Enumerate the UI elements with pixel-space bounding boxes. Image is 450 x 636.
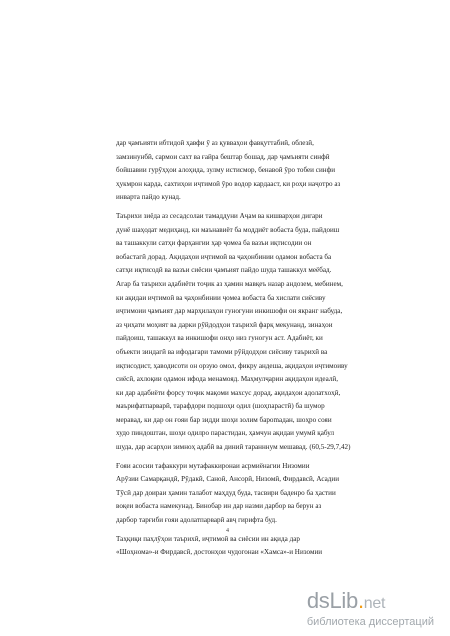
text-line: Тӯсӣ дар доираи ҳамин талабот маҳдуд буда, тасвири баденро ба ҳастии [116, 488, 336, 497]
text-line: аз ҷиҳати моҳият ва дарки рӯйдодҳои таърихӣ фарқ мекунанд, зинаҳои [116, 320, 333, 329]
text-line: шуда, дар асарҳои зимноҳ адабӣ ва диниӣ таранннум мешавад. (60,5-29,7,42) [116, 443, 351, 452]
text-line: ва ташаккули сатҳи фарҳангии ҳар ҷомеа ба вазъи иқтисодии он [116, 239, 312, 248]
text-line: сиёсӣ, ахлоқии одамон ифода менамояд. Маҳмулҷарин ақидаҳои идеалӣ, [116, 375, 339, 384]
text-line: меравад, ки дар он ғояи бар зидди шоҳи золим бароmадан, шоҳро сояи [116, 415, 332, 424]
text-line: воқеи вобаста намекунад. Бинобар ин дар назми дарбор ва берун аз [116, 502, 322, 511]
watermark-domain: net [363, 595, 386, 612]
watermark-subtitle: библиотека диссертаций [306, 616, 434, 628]
text-line: «Шоҳнома»-и Фирдавсӣ, достонҳои чудогонаи «Хамса»-и Низомии [116, 548, 323, 557]
watermark-dot: . [357, 588, 364, 613]
dslib-watermark[interactable] [307, 590, 434, 629]
text-line: Арӯзии Самарқандӣ, Рӯдакӣ, Саноӣ, Ансорӣ, Низомӣ, Фирдавсӣ, Асадии [116, 475, 340, 484]
watermark-brand: dsLib [306, 588, 358, 613]
text-line: Таърихи зиёда аз сесадсолаи тамаддуни Аҷам ва кишварҳои дигари [116, 211, 323, 220]
text-line: бойшавии гурӯҳҳои алоҳида, зулму истисмор, бенавоӣ ӯро тобеи синфи [116, 166, 336, 175]
text-line: пайдоиш, ташаккул ва инкишофи онҳо низ гуногун аст. Адабиёт, ки [116, 334, 323, 343]
text-line: Таҳқиқи паҳлӯҳои таърихӣ, иҷтимоӣ ва сиёсии ин ақида дар [116, 534, 300, 543]
text-line: иҷтимоии ҷамъият дар марҳилаҳои гуногуни инкишофи он якранг набуда, [116, 307, 343, 316]
text-line: иқтисодист, ҳаводисоти он орзую омол, фикру андеша, ақидаҳои иҷтимоиву [116, 361, 348, 370]
text-line: ки дар адабиёти форсу тоҷик мақоми махсус дорад, ақидаҳои адолатхоҳӣ, [116, 388, 341, 397]
text-line: инварта пайдо кунад. [116, 193, 181, 202]
text-line: Агар ба таърихи адабиёти тоҷик аз ҳамин мавқеъ назар андозем, мебинем, [116, 279, 343, 288]
text-line: ки ақидаи иҷтимоӣ ва ҷаҳонбинии ҷомеа вобаста ба хислати сиёсиву [116, 293, 326, 302]
text-line: дарбор тарғиби ғояи адолатпарварӣ авҷ гирифта буд. [116, 516, 277, 525]
text-line: маърифатпарварӣ, тарафдори подшоҳи одил (шоҳпарастӣ) ба шумор [116, 402, 325, 411]
text-line: ҳукмрон карда, сахтиҳои иҷтимоӣ ӯро водор кардааст, ки роҳи наҷотро аз [116, 179, 341, 188]
text-line: дунё шаҳодат медиҳанд, ки маънавиёт ба моддиёт вобаста буда, пайдоиш [116, 225, 340, 234]
text-line: дар ҷамъияти ибтидоӣ ҳавфи ӯ аз қувваҳои фавқуттабиӣ, облезӣ, [116, 139, 314, 147]
text-line: вобастагӣ дорад. Ақидаҳои иҷтимоӣ ва ҷаҳонбинии одамон вобаста ба [116, 252, 332, 261]
page-number: 4 [226, 528, 229, 534]
document-text [116, 137, 351, 560]
text-line: объекти зиндагӣ ва ифодагари тамоми рӯйдодҳои сиёсиву таърихӣ ва [116, 347, 328, 356]
text-line: сатҳи иқтисодӣ ва вазъи сиёсии ҷамъият пайдо шуда ташаккул меёбад. [116, 266, 332, 275]
watermark-logo [307, 590, 434, 615]
text-line: худо пиндоштан, шоҳи одилро парастидан, ҳамчун ақидаи умумӣ қабул [116, 429, 335, 438]
text-line: Ғояи асосии тафаккури мутафаккиронаи асрмиёнагии Низомии [116, 461, 310, 470]
text-line: замзинунбӣ, сармои сахт ва ғайра бештар бошад, дар ҷамъияти синфӣ [116, 152, 330, 161]
